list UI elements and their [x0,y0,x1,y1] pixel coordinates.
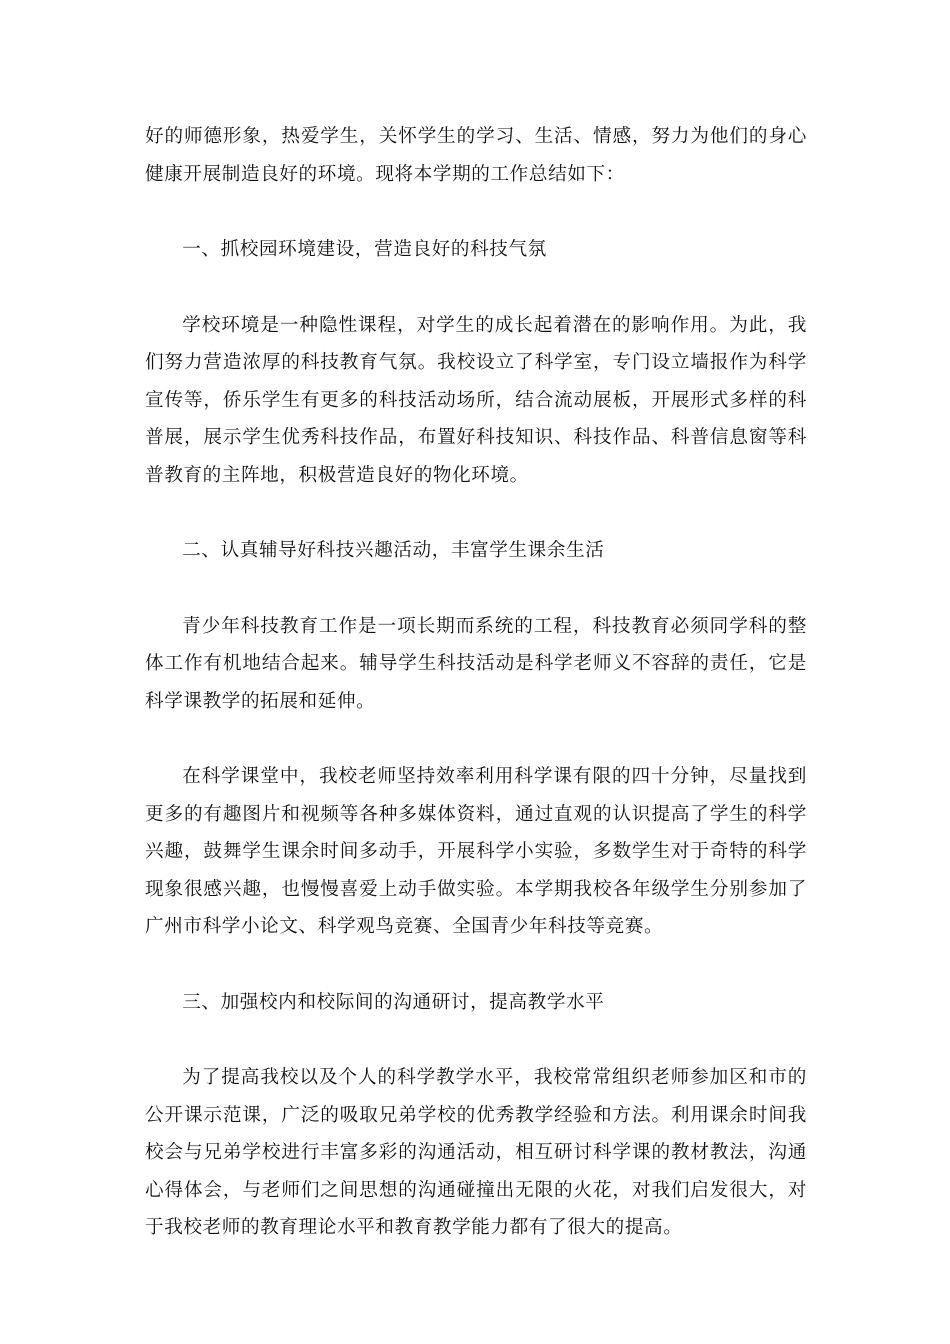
document-body [145,118,807,1285]
paragraph-exchange: 为了提高我校以及个人的科学教学水平，我校常常组织老师参加区和市的公开课示范课，广泛的吸取兄弟学校的优秀教学经验和方法。利用课余时间我校会与兄弟学校进行丰富多彩的沟通活动，相互研讨科学课的教材教法，沟通心得体会，与老师们之间思想的沟通碰撞出无限的火花，对我们启发很大，对于我校老师的教育理论水平和教育教学能力都有了很大的提高。 [145,1067,807,1238]
paragraph-intro: 好的师德形象，热爱学生，关怀学生的学习、生活、情感，努力为他们的身心健康开展制造良好的环境。现将本学期的工作总结如下： [145,126,807,185]
paragraph-environment: 学校环境是一种隐性课程，对学生的成长起着潜在的影响作用。为此，我们努力营造浓厚的科技教育气氛。我校设立了科学室，专门设立墙报作为科学宣传等，侨乐学生有更多的科技活动场所，结合流动展板，开展形式多样的科普展，展示学生优秀科技作品，布置好科技知识、科技作品、科普信息窗等科普教育的主阵地，积极营造良好的物化环境。 [145,314,807,486]
section-heading-1: 一、抓校园环境建设，营造良好的科技气氛 [182,239,547,260]
paragraph-tech-education: 青少年科技教育工作是一项长期而系统的工程，科技教育必须同学科的整体工作有机地结合起来。辅导学生科技活动是科学老师义不容辞的责任，它是科学课教学的拓展和延伸。 [145,615,807,712]
section-heading-2: 二、认真辅导好科技兴趣活动，丰富学生课余生活 [182,540,605,561]
paragraph-classroom: 在科学课堂中，我校老师坚持效率利用科学课有限的四十分钟，尽量找到更多的有趣图片和视频等各种多媒体资料，通过直观的认识提高了学生的科学兴趣，鼓舞学生课余时间多动手，开展科学小实验，多数学生对于奇特的科学现象很感兴趣，也慢慢喜爱上动手做实验。本学期我校各年级学生分别参加了广州市科学小论文、科学观鸟竞赛、全国青少年科技等竞赛。 [145,766,807,937]
section-heading-3: 三、加强校内和校际间的沟通研讨，提高教学水平 [182,991,605,1013]
